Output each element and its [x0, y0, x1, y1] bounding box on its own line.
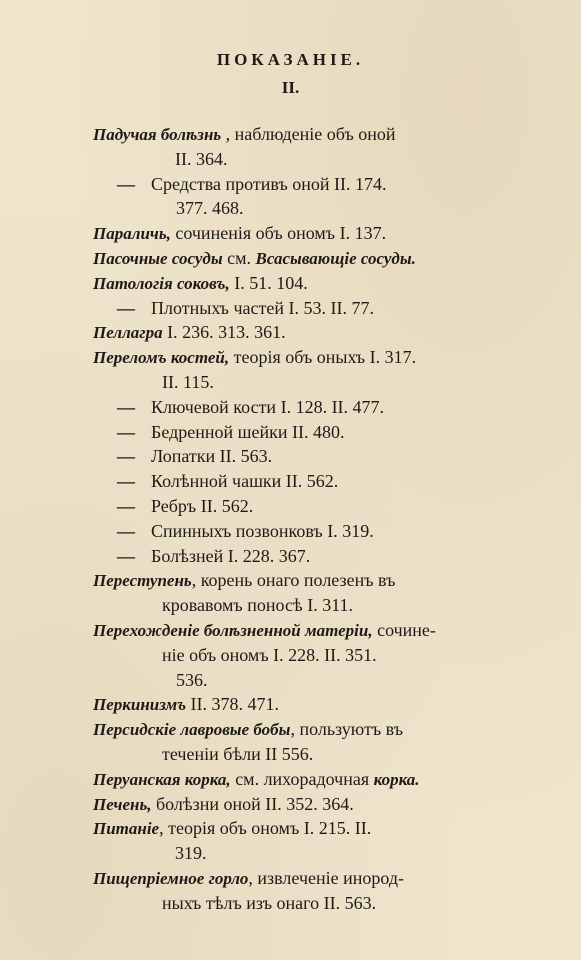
dash-mark: — — [117, 446, 135, 467]
entry-text: II. 378. 471. — [190, 694, 280, 715]
dash-mark: — — [117, 421, 135, 442]
entry-heading: Параличь, — [93, 224, 171, 244]
index-subentry — [0, 296, 581, 321]
index-entry — [0, 767, 581, 792]
entry-text: I. 236. 313. 361. — [167, 322, 286, 343]
entry-text: Ключевой кости I. 128. II. 477. — [151, 396, 385, 417]
dash-mark: — — [117, 173, 135, 194]
entry-text: Ребръ II. 562. — [151, 495, 254, 516]
entry-text: Средства противъ оной II. 174. — [151, 173, 387, 194]
entry-text: , пользуютъ въ — [290, 719, 403, 740]
dash-mark: — — [117, 495, 135, 516]
index-entry — [0, 320, 581, 345]
index-continuation — [0, 841, 581, 866]
index-continuation — [0, 891, 581, 916]
entry-text: 536. — [176, 669, 208, 690]
entry-text: , корень онаго полезенъ въ — [191, 570, 396, 591]
entry-text: 377. 468. — [176, 198, 244, 219]
entry-text: см. лихорадочная — [235, 768, 370, 789]
index-entry — [0, 816, 581, 841]
dash-mark: — — [117, 396, 135, 417]
volume-number: II. — [281, 78, 300, 97]
entry-text: см. — [227, 247, 252, 268]
dash-mark: — — [117, 297, 135, 318]
entry-text: теченіи бѣли II 556. — [162, 743, 314, 764]
entry-text: Плотныхъ частей I. 53. II. 77. — [151, 297, 374, 318]
entry-heading: Перкинизмъ — [93, 695, 187, 715]
dash-mark: — — [117, 471, 135, 492]
index-entry — [0, 246, 581, 271]
entry-heading: Пеллагра — [93, 323, 163, 343]
entry-heading: Переступень — [93, 571, 192, 591]
index-continuation — [0, 196, 581, 221]
index-subentry — [0, 444, 581, 469]
entry-text: , извлеченіе инород- — [248, 867, 405, 888]
entry-text: теорія объ оныхъ I. 317. — [233, 347, 417, 368]
index-subentry — [0, 395, 581, 420]
entry-crossref: Всасывающіе сосуды. — [255, 248, 416, 268]
entry-text: сочине- — [377, 619, 436, 640]
index-subentry — [0, 172, 581, 197]
index-entry — [0, 618, 581, 643]
entry-text: , теорія объ ономъ I. 215. II. — [159, 818, 372, 839]
index-continuation — [0, 593, 581, 618]
index-entry — [0, 792, 581, 817]
entry-text: ніе объ ономъ I. 228. II. 351. — [162, 644, 377, 665]
index-entry — [0, 866, 581, 891]
index-entry — [0, 271, 581, 296]
index-entry — [0, 345, 581, 370]
index-entry — [0, 122, 581, 147]
entry-heading: Перуанская корка, — [93, 769, 231, 789]
entry-text: Лопатки II. 563. — [151, 446, 273, 467]
entry-text: Болѣзней I. 228. 367. — [151, 545, 311, 566]
entry-heading: Переломъ костей, — [93, 348, 230, 368]
entry-heading: Патологія соковъ, — [93, 273, 230, 293]
dash-mark: — — [117, 520, 135, 541]
entry-heading: Падучая болѣзнь — [93, 125, 222, 144]
index-continuation — [0, 147, 581, 172]
dash-mark: — — [117, 545, 135, 566]
index-continuation — [0, 668, 581, 693]
entry-text: 319. — [175, 843, 207, 864]
entry-heading: Пищепріемное горло — [93, 868, 249, 888]
index-entry — [0, 568, 581, 593]
index-continuation — [0, 742, 581, 767]
entry-text: , наблюденіе объ оной — [225, 124, 396, 144]
index-subentry — [0, 494, 581, 519]
index-subentry — [0, 544, 581, 569]
index-continuation — [0, 643, 581, 668]
page-title: ПОКАЗАНІЕ. — [216, 50, 365, 69]
entry-text: ныхъ тѣлъ изъ онаго II. 563. — [162, 892, 377, 913]
entry-heading: Печень, — [93, 794, 152, 814]
entry-text: болѣзни оной II. 352. 364. — [155, 793, 354, 814]
index-subentry — [0, 469, 581, 494]
index-entry — [0, 221, 581, 246]
entry-text: II. 115. — [162, 371, 214, 392]
entry-heading: Питаніе — [93, 819, 160, 839]
entry-text: II. 364. — [175, 148, 228, 169]
entry-text: кровавомъ поносѣ I. 311. — [162, 595, 354, 616]
index-entries — [0, 122, 581, 916]
entry-heading: Пасочные сосуды — [93, 248, 223, 268]
index-entry — [0, 692, 581, 717]
entry-text: Бедренной шейки II. 480. — [151, 421, 345, 442]
entry-text: Колѣнной чашки II. 562. — [151, 471, 339, 492]
index-entry — [0, 717, 581, 742]
index-subentry — [0, 519, 581, 544]
index-subentry — [0, 420, 581, 445]
entry-heading: Персидскіе лавровые бобы — [93, 720, 291, 740]
entry-text: сочиненія объ ономъ I. 137. — [175, 223, 387, 244]
entry-text: I. 51. 104. — [234, 272, 308, 293]
index-continuation — [0, 370, 581, 395]
entry-heading: Перехожденіе болѣзненной матеріи, — [93, 620, 373, 640]
entry-text: Спинныхъ позвонковъ I. 319. — [151, 520, 374, 541]
entry-crossref: корка. — [373, 769, 420, 789]
